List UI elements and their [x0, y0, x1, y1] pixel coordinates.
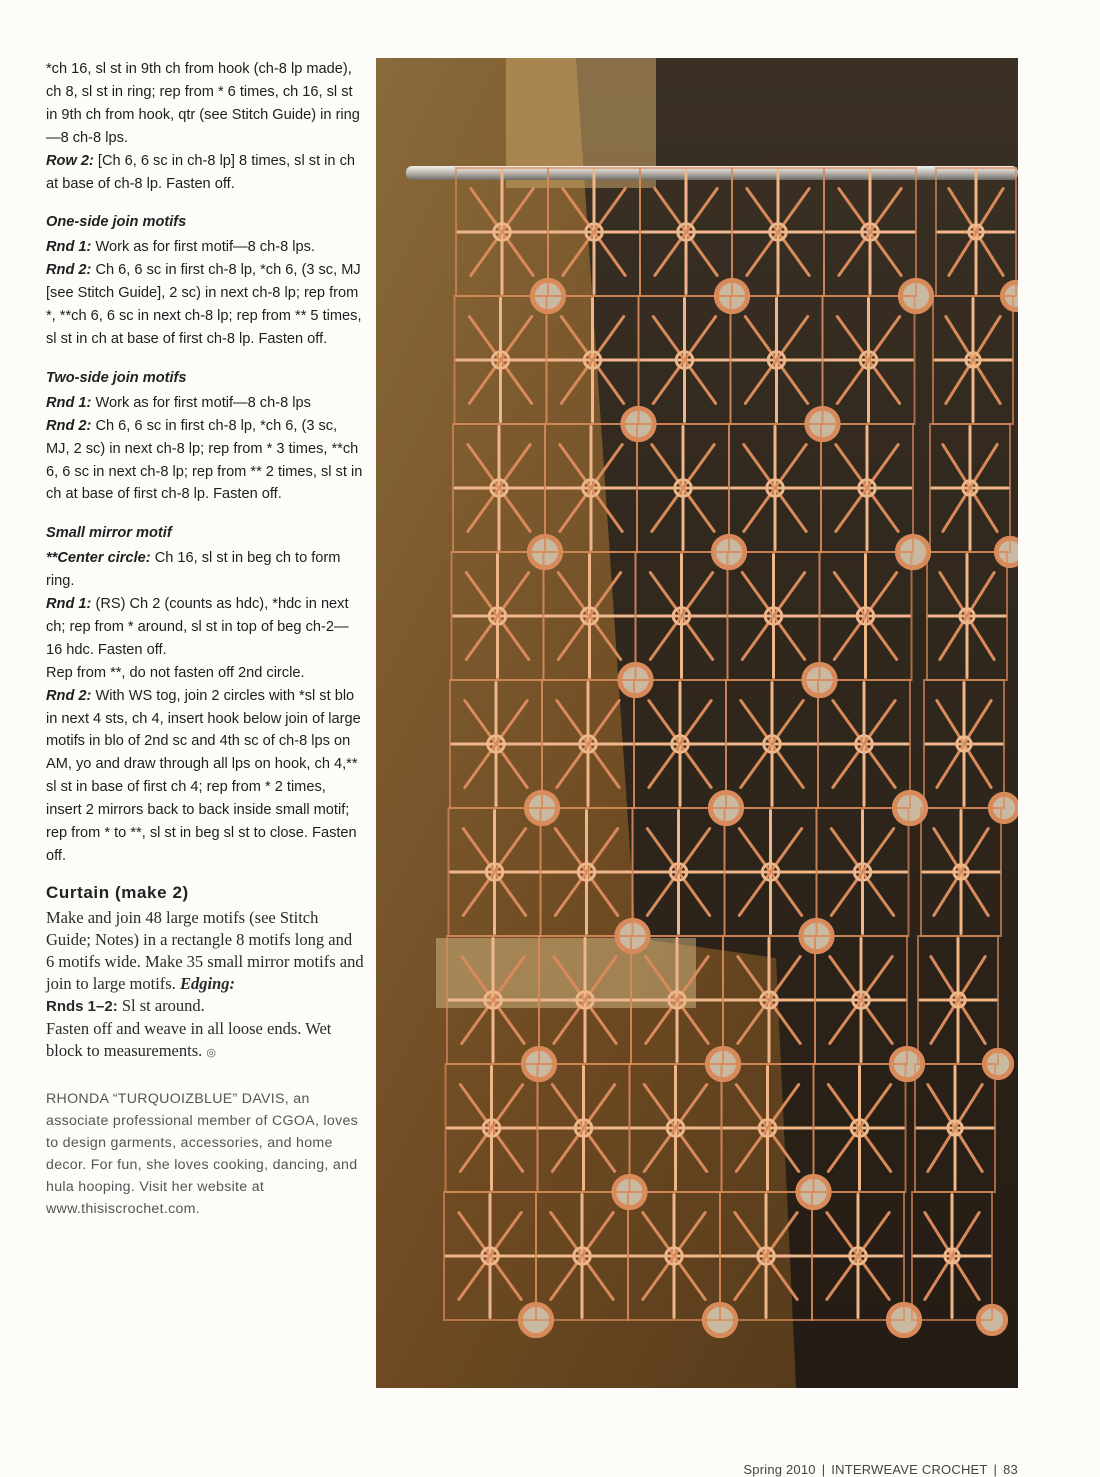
footer-separator: |: [821, 1462, 826, 1477]
two-side-rnd1-text: Work as for first motif—8 ch-8 lps: [91, 394, 311, 411]
two-side-body: [46, 392, 364, 507]
curtain-title: Curtain (make 2): [46, 882, 189, 902]
crochet-curtain-image: [376, 58, 1018, 1388]
two-side-title: Two-side join motifs: [46, 369, 187, 386]
one-side-body: [46, 236, 364, 351]
two-side-rnd2-label: Rnd 2:: [46, 417, 92, 434]
edging-label: Edging:: [179, 973, 235, 993]
footer-magazine: INTERWEAVE CROCHET: [831, 1462, 988, 1477]
one-side-title: One-side join motifs: [46, 214, 187, 231]
finish-text: Fasten off and weave in all loose ends. Wet block to measurements.: [46, 1018, 332, 1060]
pattern-column: [46, 58, 364, 1220]
small-mirror-rnd2-label: Rnd 2:: [46, 687, 92, 704]
small-mirror-rep-text: Rep from **, do not fasten off 2nd circle.: [46, 664, 305, 681]
small-mirror-rnd1-label: Rnd 1:: [46, 596, 92, 613]
one-side-rnd2-label: Rnd 2:: [46, 262, 92, 279]
small-mirror-rnd2-text: With WS tog, join 2 circles with *sl st blo in next 4 sts, ch 4, insert hook below join of large motifs in blo of 2nd sc and 4th sc of ch-8 lps on AM, yo and draw through all lps on hook, ch 4,** sl st in base of first ch 4; rep from * 2 times, insert 2 mirrors back to back inside small motif; rep from * to **, sl st in beg sl st to close. Fasten off.: [46, 687, 361, 864]
row2-text: [Ch 6, 6 sc in ch-8 lp] 8 times, sl st in ch at base of ch-8 lp. Fasten off.: [46, 152, 356, 192]
one-side-rnd2-text: Ch 6, 6 sc in first ch-8 lp, *ch 6, (3 sc, MJ [see Stitch Guide], 2 sc) in next ch-8 lp; rep from *, **ch 6, 6 sc in next ch-8 lp; rep from ** 5 times, sl st in ch at base of first ch-8 lp. Fasten off.: [46, 262, 362, 347]
small-mirror-rnd1-text: (RS) Ch 2 (counts as hdc), *hdc in next ch; rep from * around, sl st in top of beg ch-2—16 hdc. Fasten off.: [46, 596, 349, 658]
two-side-rnd1-label: Rnd 1:: [46, 394, 92, 411]
footer-separator-2: |: [993, 1462, 998, 1477]
small-mirror-title: Small mirror motif: [46, 525, 172, 542]
rnds-label: Rnds 1–2:: [46, 997, 118, 1015]
designer-bio: RHONDA “TURQUOIZBLUE” DAVIS, an associate professional member of CGOA, loves to design garments, accessories, and home decor. For fun, she loves cooking, dancing, and hula hooping. Visit her website at www.thisiscrochet.com.: [46, 1090, 359, 1217]
intro-paragraph: [46, 58, 364, 195]
center-circle-label: **Center circle:: [46, 550, 151, 567]
one-side-rnd1-text: Work as for first motif—8 ch-8 lps.: [91, 239, 315, 256]
end-mark-icon: ◎: [206, 1046, 216, 1059]
footer-issue: Spring 2010: [743, 1462, 816, 1477]
page-footer: [743, 1462, 1018, 1477]
one-side-rnd1-label: Rnd 1:: [46, 239, 92, 256]
row2-label: Row 2:: [46, 152, 94, 169]
rnds-text: Sl st around.: [117, 995, 205, 1015]
small-mirror-body: [46, 547, 364, 868]
curtain-text: Make and join 48 large motifs (see Stitch Guide; Notes) in a rectangle 8 motifs long and 6 motifs wide. Make 35 small mirror motifs and join to large motifs.: [46, 907, 364, 993]
intro-text: *ch 16, sl st in 9th ch from hook (ch-8 lp made), ch 8, sl st in ring; rep from * 6 times, ch 16, sl st in 9th ch from hook, qtr (see Stitch Guide) in ring—8 ch-8 lps.: [46, 61, 360, 146]
curtain-body: [46, 907, 364, 1064]
two-side-rnd2-text: Ch 6, 6 sc in first ch-8 lp, *ch 6, (3 sc, MJ, 2 sc) in next ch-8 lp; rep from * 3 times, **ch 6, 6 sc in next ch-8 lp; rep from ** 2 times, sl st in ch at base of first ch-8 lp. Fasten off.: [46, 417, 363, 503]
curtain-photo: [376, 58, 1018, 1388]
center-circle-text: Ch 16, sl st in beg ch to form ring.: [46, 550, 341, 590]
footer-page-number: 83: [1003, 1462, 1018, 1477]
